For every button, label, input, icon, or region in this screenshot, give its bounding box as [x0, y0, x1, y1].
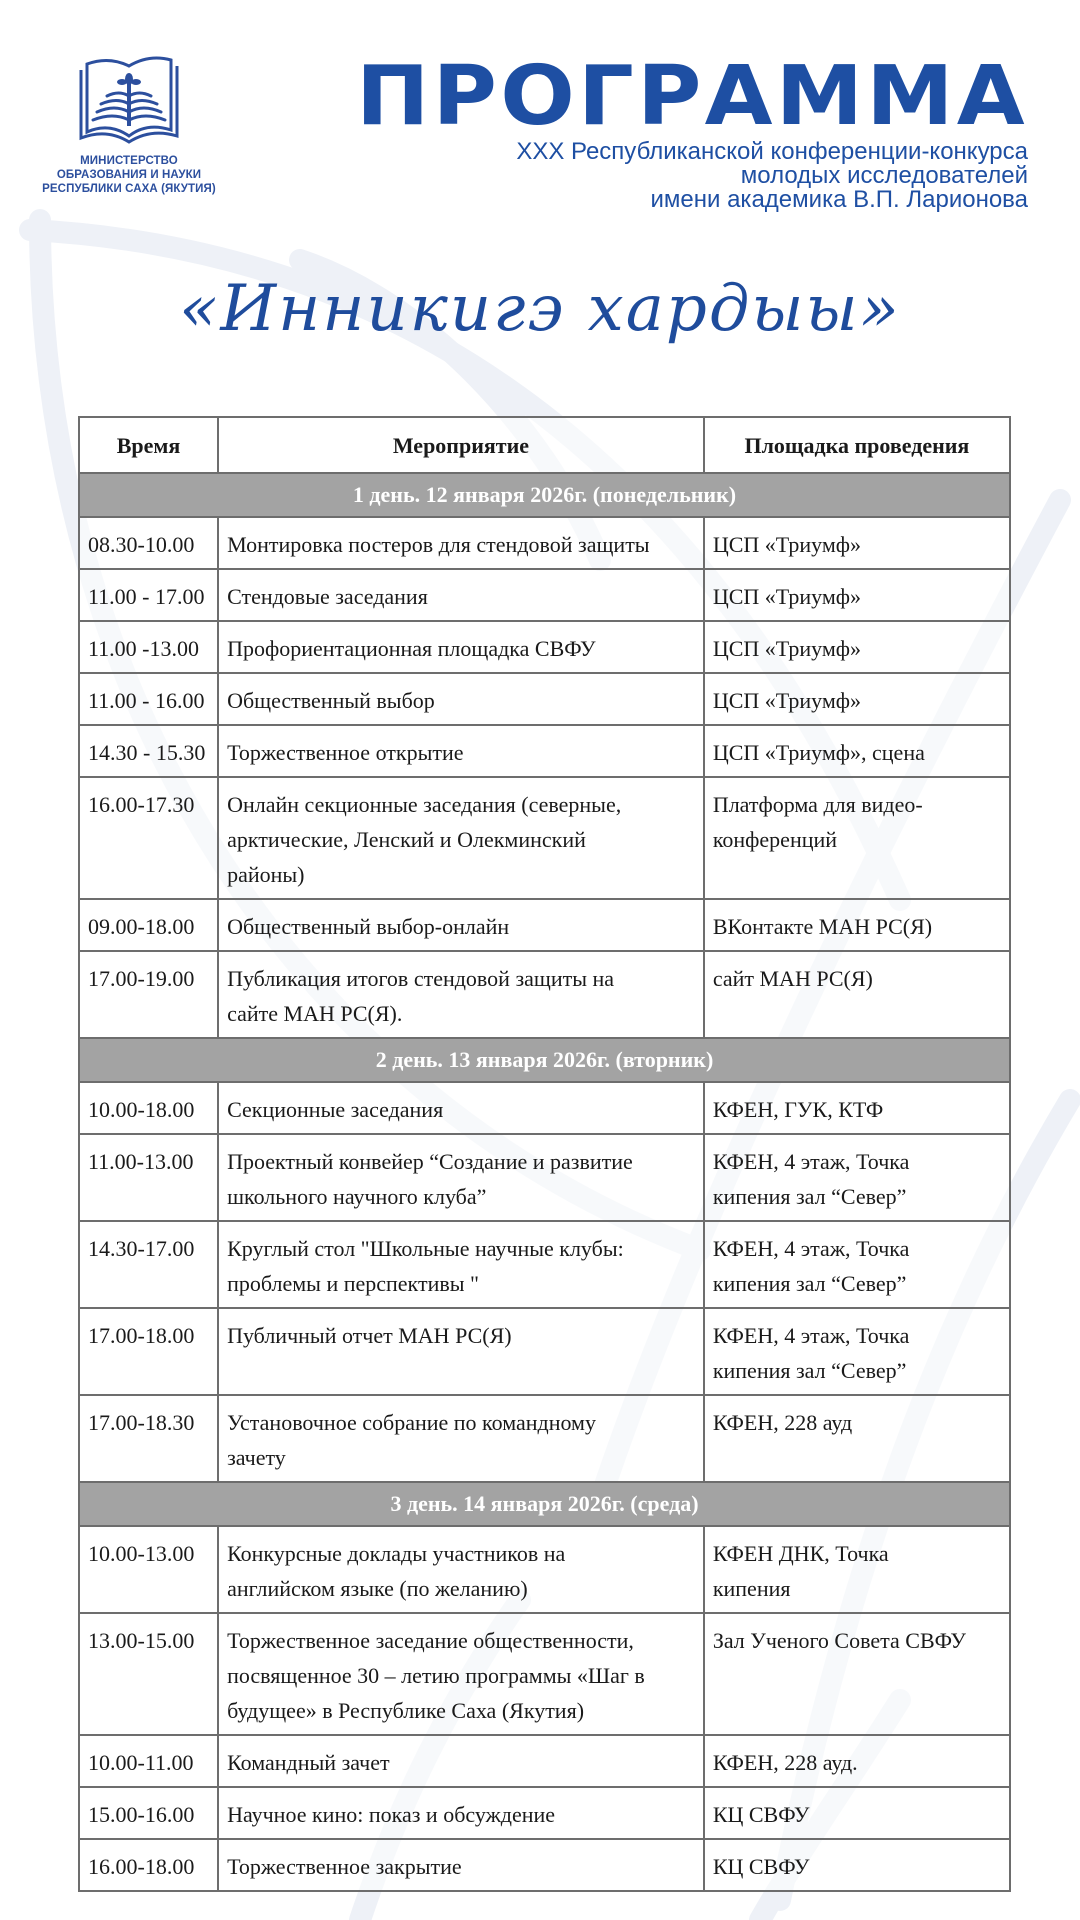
venue-cell [704, 1134, 1010, 1221]
venue-text-line: КФЕН, ГУК, КТФ [712, 1097, 884, 1122]
event-cell [218, 951, 704, 1038]
venue-text-line: кипения [712, 1576, 791, 1601]
schedule-body [79, 473, 1010, 1891]
time-cell: 10.00-18.00 [79, 1082, 218, 1134]
event-text-line: Научное кино: показ и обсуждение [227, 1802, 556, 1827]
table-row [79, 725, 1010, 777]
venue-cell [704, 1613, 1010, 1735]
time-cell: 09.00-18.00 [79, 899, 218, 951]
venue-text-line: КФЕН, 228 ауд. [712, 1750, 858, 1775]
venue-cell [704, 673, 1010, 725]
venue-cell [704, 1839, 1010, 1891]
event-text-line: Торжественное закрытие [227, 1854, 462, 1879]
day-header-row [79, 473, 1010, 517]
event-text-line: Онлайн секционные заседания (северные, [227, 792, 622, 817]
venue-cell [704, 899, 1010, 951]
venue-text-line: КФЕН ДНК, Точка [712, 1541, 889, 1566]
table-row [79, 673, 1010, 725]
time-cell: 08.30-10.00 [79, 517, 218, 569]
event-cell [218, 1308, 704, 1395]
event-cell [218, 777, 704, 899]
column-header-time: Время [79, 417, 218, 473]
logo-text-line: ОБРАЗОВАНИЯ И НАУКИ [56, 169, 202, 181]
venue-cell [704, 1308, 1010, 1395]
venue-text-line: ЦСП «Триумф», сцена [712, 740, 925, 765]
event-text-line: Общественный выбор-онлайн [227, 914, 510, 939]
table-row [79, 1134, 1010, 1221]
venue-cell [704, 621, 1010, 673]
event-text-line: английском языке (по желанию) [227, 1576, 528, 1601]
time-cell: 10.00-13.00 [79, 1526, 218, 1613]
event-cell [218, 517, 704, 569]
day-header: 3 день. 14 января 2026г. (среда) [79, 1482, 1010, 1526]
event-cell [218, 1526, 704, 1613]
time-cell: 15.00-16.00 [79, 1787, 218, 1839]
schedule-table [78, 416, 1011, 1892]
event-text-line: Общественный выбор [227, 688, 435, 713]
venue-cell [704, 1526, 1010, 1613]
subtitle-line-2: молодых исследователей [740, 162, 1028, 189]
venue-text-line: конференций [712, 827, 838, 852]
table-row [79, 899, 1010, 951]
venue-cell [704, 569, 1010, 621]
subtitle-line-3: имени академика В.П. Ларионова [650, 186, 1028, 213]
time-cell: 14.30 - 15.30 [79, 725, 218, 777]
event-text-line: Стендовые заседания [227, 584, 428, 609]
event-cell [218, 1613, 704, 1735]
time-cell: 11.00 - 16.00 [79, 673, 218, 725]
event-text-line: Секционные заседания [227, 1097, 444, 1122]
venue-text-line: ЦСП «Триумф» [712, 688, 862, 713]
event-cell [218, 621, 704, 673]
venue-text-line: кипения зал “Север” [712, 1271, 907, 1296]
table-row [79, 1082, 1010, 1134]
table-row [79, 621, 1010, 673]
event-cell [218, 1134, 704, 1221]
time-cell: 11.00 -13.00 [79, 621, 218, 673]
page-title: ПРОГРАММА [356, 49, 1028, 144]
event-text-line: Публикация итогов стендовой защиты на [227, 966, 615, 991]
venue-text-line: кипения зал “Север” [712, 1358, 907, 1383]
motto-title: «Инникигэ хардыы» [179, 272, 901, 346]
day-header-row [79, 1482, 1010, 1526]
time-cell: 17.00-19.00 [79, 951, 218, 1038]
event-cell [218, 725, 704, 777]
event-cell [218, 1787, 704, 1839]
table-row [79, 1526, 1010, 1613]
time-cell: 17.00-18.30 [79, 1395, 218, 1482]
logo-text-line: РЕСПУБЛИКИ САХА (ЯКУТИЯ) [42, 183, 216, 195]
event-text-line: Конкурсные доклады участников на [227, 1541, 566, 1566]
venue-text-line: ВКонтакте МАН РС(Я) [712, 914, 933, 939]
event-text-line: Командный зачет [227, 1750, 390, 1775]
table-row [79, 1308, 1010, 1395]
venue-text-line: ЦСП «Триумф» [712, 636, 862, 661]
table-row [79, 569, 1010, 621]
logo-text-line: МИНИСТЕРСТВО [80, 155, 178, 167]
event-text-line: проблемы и перспективы " [227, 1271, 479, 1296]
venue-text-line: ЦСП «Триумф» [712, 584, 862, 609]
venue-cell [704, 1221, 1010, 1308]
event-text-line: Профориентационная площадка СВФУ [227, 636, 596, 661]
event-text-line: Круглый стол "Школьные научные клубы: [227, 1236, 624, 1261]
event-cell [218, 569, 704, 621]
venue-text-line: КЦ СВФУ [712, 1854, 810, 1879]
event-text-line: Проектный конвейер “Создание и развитие [227, 1149, 633, 1174]
venue-text-line: КФЕН, 4 этаж, Точка [712, 1323, 910, 1348]
event-cell [218, 1839, 704, 1891]
venue-text-line: КЦ СВФУ [712, 1802, 810, 1827]
time-cell: 16.00-18.00 [79, 1839, 218, 1891]
venue-cell [704, 517, 1010, 569]
event-text-line: сайте МАН РС(Я). [227, 1001, 403, 1026]
table-row [79, 1613, 1010, 1735]
event-text-line: школьного научного клуба” [227, 1184, 487, 1209]
table-row [79, 1787, 1010, 1839]
table-row [79, 951, 1010, 1038]
table-row [79, 1395, 1010, 1482]
table-header-row [79, 417, 1010, 473]
event-cell [218, 673, 704, 725]
venue-text-line: КФЕН, 4 этаж, Точка [712, 1149, 910, 1174]
event-text-line: будущее» в Республике Саха (Якутия) [227, 1698, 585, 1723]
venue-cell [704, 777, 1010, 899]
event-text-line: Монтировка постеров для стендовой защиты [227, 532, 650, 557]
venue-text-line: сайт МАН РС(Я) [712, 966, 873, 991]
table-row [79, 1839, 1010, 1891]
event-text-line: зачету [227, 1445, 286, 1470]
table-row [79, 517, 1010, 569]
time-cell: 16.00-17.30 [79, 777, 218, 899]
event-cell [218, 1221, 704, 1308]
venue-cell [704, 1082, 1010, 1134]
table-row [79, 1221, 1010, 1308]
time-cell: 13.00-15.00 [79, 1613, 218, 1735]
event-cell [218, 1735, 704, 1787]
event-text-line: Установочное собрание по командному [227, 1410, 596, 1435]
venue-cell [704, 951, 1010, 1038]
event-text-line: Публичный отчет МАН РС(Я) [227, 1323, 512, 1348]
day-header: 1 день. 12 января 2026г. (понедельник) [79, 473, 1010, 517]
venue-text-line: КФЕН, 228 ауд [712, 1410, 853, 1435]
event-text-line: районы) [227, 862, 305, 887]
table-row [79, 1735, 1010, 1787]
event-cell [218, 1082, 704, 1134]
event-cell [218, 1395, 704, 1482]
venue-text-line: кипения зал “Север” [712, 1184, 907, 1209]
venue-cell [704, 725, 1010, 777]
time-cell: 11.00 - 17.00 [79, 569, 218, 621]
venue-text-line: КФЕН, 4 этаж, Точка [712, 1236, 910, 1261]
event-text-line: Торжественное заседание общественности, [227, 1628, 634, 1653]
venue-cell [704, 1787, 1010, 1839]
event-cell [218, 899, 704, 951]
day-header: 2 день. 13 января 2026г. (вторник) [79, 1038, 1010, 1082]
venue-text-line: ЦСП «Триумф» [712, 532, 862, 557]
column-header-event: Мероприятие [218, 417, 704, 473]
open-book-tree-icon [77, 52, 181, 144]
time-cell: 11.00-13.00 [79, 1134, 218, 1221]
event-text-line: Торжественное открытие [227, 740, 464, 765]
table-row [79, 777, 1010, 899]
ministry-logo [34, 52, 224, 196]
column-header-venue: Площадка проведения [704, 417, 1010, 473]
venue-text-line: Зал Ученого Совета СВФУ [712, 1628, 966, 1653]
venue-text-line: Платформа для видео- [712, 792, 923, 817]
event-text-line: посвященное 30 – летию программы «Шаг в [227, 1663, 645, 1688]
time-cell: 17.00-18.00 [79, 1308, 218, 1395]
time-cell: 14.30-17.00 [79, 1221, 218, 1308]
event-text-line: арктические, Ленский и Олекминский [227, 827, 586, 852]
venue-cell [704, 1395, 1010, 1482]
day-header-row [79, 1038, 1010, 1082]
subtitle-line-1: XXX Республиканской конференции-конкурса [516, 138, 1028, 165]
title-block [356, 49, 1028, 213]
venue-cell [704, 1735, 1010, 1787]
time-cell: 10.00-11.00 [79, 1735, 218, 1787]
